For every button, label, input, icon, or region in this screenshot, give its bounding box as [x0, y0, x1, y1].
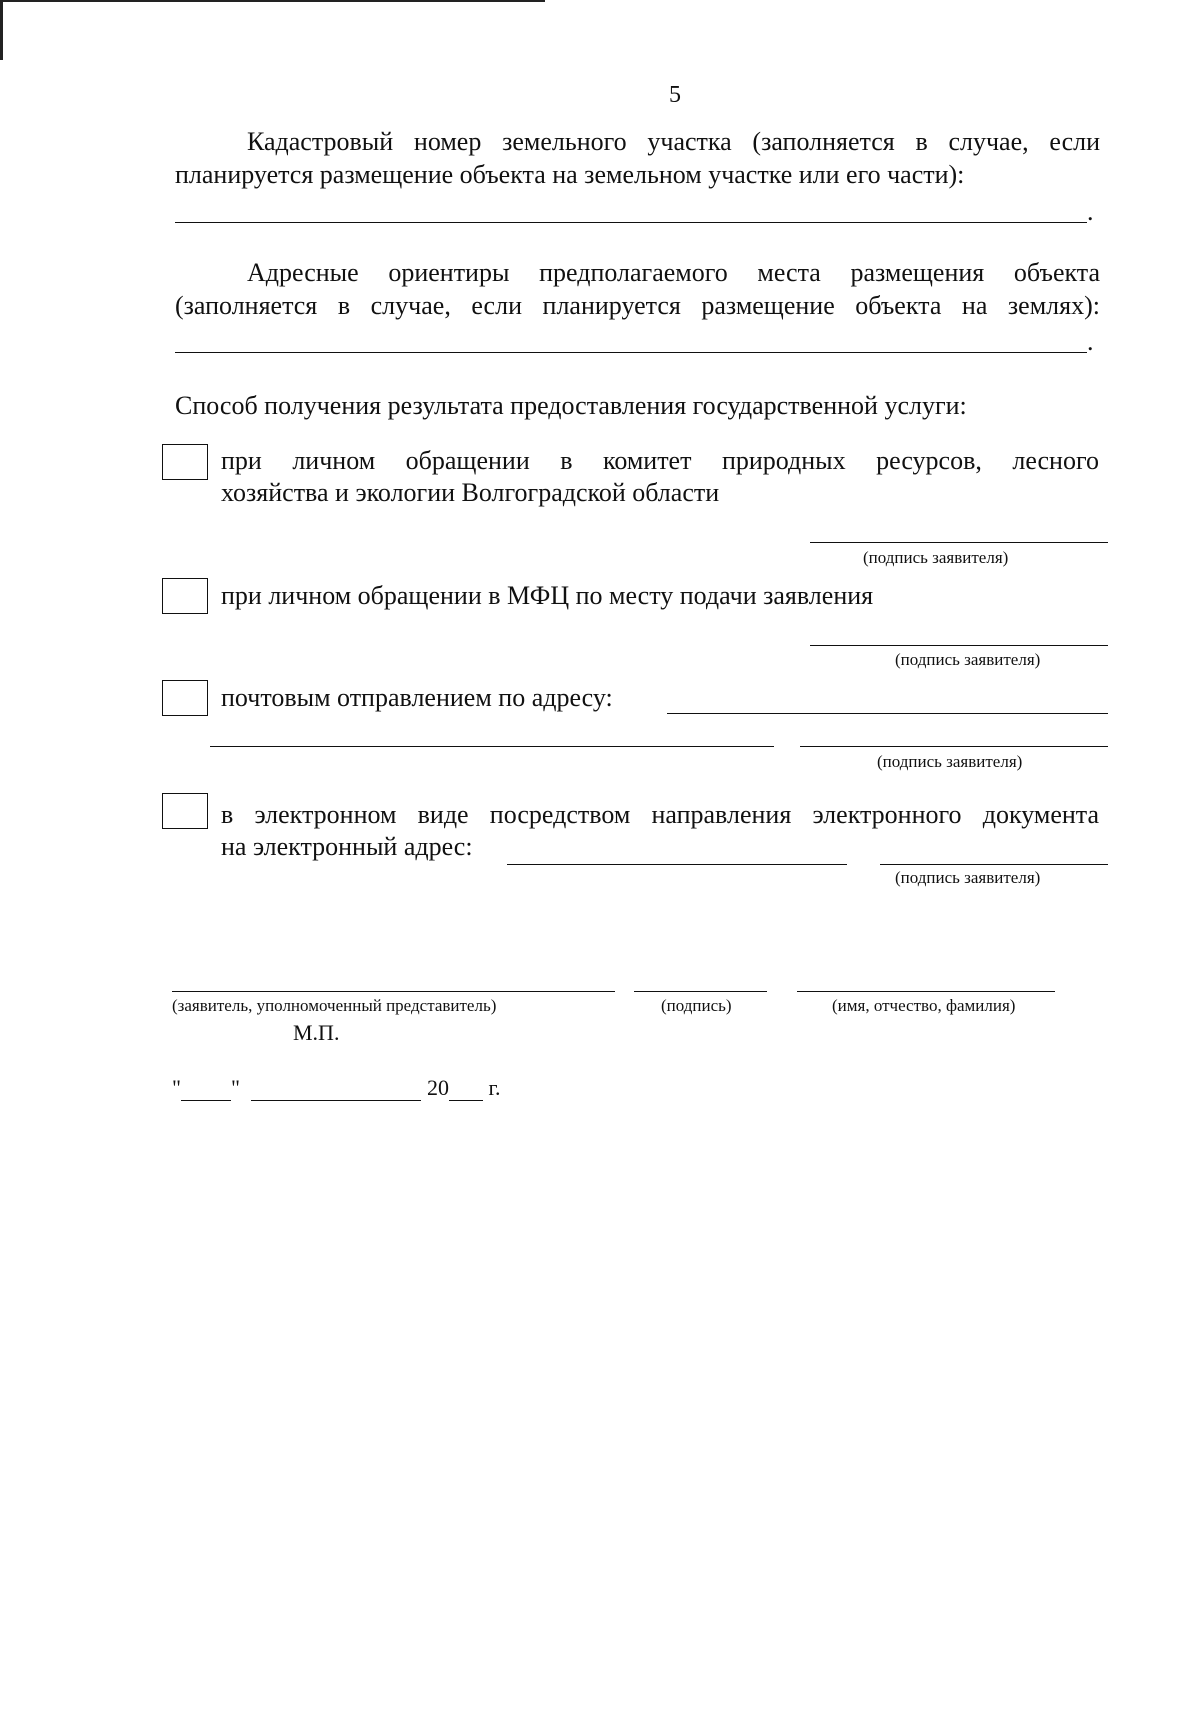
year-field[interactable] [449, 1078, 483, 1101]
month-field[interactable] [251, 1078, 421, 1101]
option-in-person-committee [221, 445, 1099, 509]
option-in-person-mfc [221, 580, 1099, 612]
postal-address-field-2[interactable] [210, 746, 774, 747]
option-4-line-2: на электронный адрес: [221, 832, 473, 861]
address-paragraph-cont [175, 289, 1100, 322]
option-1-signature-field[interactable] [810, 542, 1108, 543]
date-open-quote: " [172, 1075, 181, 1100]
cadastral-paragraph [175, 125, 1100, 158]
option-postal [221, 682, 1099, 714]
postal-address-field[interactable] [667, 713, 1108, 714]
option-4-line-1: в электронном виде посредством направления электронного документа [221, 800, 1099, 829]
cadastral-line-1: Кадастровый номер земельного участка (заполняется в случае, если [247, 127, 1100, 156]
cadastral-line-2: планируется размещение объекта на земельном участке или его части): [175, 160, 965, 189]
option-3-line-1: почтовым отправлением по адресу: [221, 683, 613, 712]
address-paragraph [175, 256, 1100, 289]
option-3-signature-field[interactable] [800, 746, 1108, 747]
date-line [172, 1075, 501, 1101]
option-1-line-1: при личном обращении в комитет природных ресурсов, лесного [221, 446, 1099, 475]
option-2-line-1: при личном обращении в МФЦ по месту подачи заявления [221, 581, 874, 610]
seal-placeholder: М.П. [293, 1020, 340, 1045]
signature-field[interactable] [634, 991, 767, 992]
applicant-field[interactable] [172, 991, 615, 992]
cadastral-end-mark: . [1087, 197, 1094, 226]
option-in-person-committee-checkbox[interactable] [162, 444, 208, 480]
option-3-signature-caption: (подпись заявителя) [877, 752, 1023, 771]
year-suffix: г. [488, 1075, 501, 1100]
option-2-signature-field[interactable] [810, 645, 1108, 646]
address-field[interactable] [175, 352, 1087, 353]
option-1-signature-caption: (подпись заявителя) [863, 548, 1009, 567]
scan-left-edge [0, 0, 3, 60]
email-address-field[interactable] [507, 864, 847, 865]
option-postal-checkbox[interactable] [162, 680, 208, 716]
option-in-person-mfc-checkbox[interactable] [162, 578, 208, 614]
address-end-mark: . [1087, 327, 1094, 356]
day-field[interactable] [181, 1078, 231, 1101]
applicant-caption: (заявитель, уполномоченный представитель) [172, 996, 497, 1015]
year-prefix: 20 [426, 1075, 449, 1100]
option-electronic-checkbox[interactable] [162, 793, 208, 829]
cadastral-number-field[interactable] [175, 222, 1087, 223]
full-name-caption: (имя, отчество, фамилия) [832, 996, 1016, 1015]
method-heading [175, 389, 1100, 422]
option-4-signature-caption: (подпись заявителя) [895, 868, 1041, 887]
date-close-quote: " [230, 1075, 240, 1100]
option-2-signature-caption: (подпись заявителя) [895, 650, 1041, 669]
address-line-2: (заполняется в случае, если планируется размещение объекта на землях): [175, 291, 1100, 320]
full-name-field[interactable] [797, 991, 1055, 992]
option-1-line-2: хозяйства и экологии Волгоградской области [221, 478, 720, 507]
option-4-signature-field[interactable] [880, 864, 1108, 865]
page-number: 5 [669, 82, 681, 108]
cadastral-paragraph-cont [175, 158, 1100, 191]
option-electronic [221, 799, 1099, 863]
method-heading-text: Способ получения результата предоставления государственной услуги: [175, 391, 967, 420]
signature-caption: (подпись) [661, 996, 732, 1015]
scan-top-rule [0, 0, 545, 2]
address-line-1: Адресные ориентиры предполагаемого места размещения объекта [247, 258, 1100, 287]
